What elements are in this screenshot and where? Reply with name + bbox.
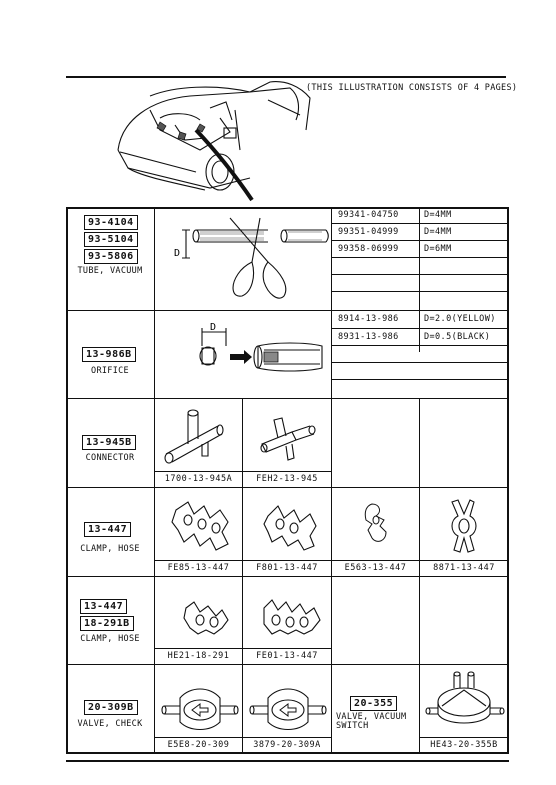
part-number: 13-447 [84, 522, 131, 537]
clamp-hose-illustration [178, 594, 238, 644]
part-description: ORIFICE [91, 366, 129, 376]
sub-row [331, 274, 508, 275]
part-caption: FE01-13-447 [256, 651, 318, 661]
page-bottom-rule [66, 760, 509, 762]
switch-part-number: 20-355 [350, 696, 397, 711]
sub-row [331, 291, 508, 292]
clamp-hose-illustration [168, 492, 238, 558]
row-sep [66, 664, 509, 665]
caption-line [154, 560, 508, 561]
part-number: 20-309B [84, 700, 138, 715]
part-number: 93-4104 [84, 215, 138, 230]
row-sep [66, 310, 509, 311]
tube-scissors-illustration [160, 212, 330, 307]
part-description: CLAMP, HOSE [80, 634, 140, 644]
part-number: 93-5806 [84, 249, 138, 264]
table-border-top [66, 207, 509, 209]
part-number: 13-447 [80, 599, 127, 614]
switch-description: SWITCH [336, 721, 369, 731]
clamp-hose-illustration [350, 496, 406, 556]
clamp-hose-illustration [258, 592, 328, 644]
col-sep [331, 207, 332, 399]
table-spec: D=0.5(BLACK) [424, 332, 491, 342]
sub-row [331, 328, 508, 329]
table-border-right [507, 207, 509, 753]
header-note: (THIS ILLUSTRATION CONSISTS OF 4 PAGES) [306, 83, 518, 93]
row-sep [66, 487, 509, 488]
part-number: 93-5104 [84, 232, 138, 247]
caption-line [154, 648, 331, 649]
row-sep [66, 576, 509, 577]
part-description: TUBE, VACUUM [77, 266, 143, 276]
clamp-hose-illustration [258, 492, 328, 558]
col-sep [419, 398, 420, 753]
clamp-hose-illustration [436, 494, 496, 558]
part-number: 13-986B [82, 347, 136, 362]
table-spec: D=4MM [424, 210, 452, 220]
caption-line [154, 737, 331, 738]
row-sep [66, 398, 509, 399]
part-caption: HE43-20-355B [430, 740, 498, 750]
part-caption: E563-13-447 [344, 563, 407, 573]
table-border-bottom [66, 752, 509, 754]
sub-row [331, 362, 508, 363]
dimension-label: D [210, 322, 217, 333]
col-sep [242, 398, 243, 753]
vacuum-switch-valve-illustration [424, 668, 504, 736]
table-border-left [66, 207, 68, 753]
part-caption: HE21-18-291 [167, 651, 230, 661]
table-part: 99351-04999 [338, 227, 399, 237]
sub-row [331, 379, 508, 380]
part-number: 13-945B [82, 435, 136, 450]
col-sep [331, 398, 332, 753]
part-number: 18-291B [80, 616, 134, 631]
car-engine-illustration [0, 0, 556, 210]
part-caption: 1700-13-945A [164, 474, 233, 484]
check-valve-illustration [160, 672, 240, 732]
table-part: 99341-04750 [338, 210, 399, 220]
part-caption: FEH2-13-945 [256, 474, 318, 484]
part-caption: 8871-13-447 [433, 563, 495, 573]
sub-row [331, 257, 508, 258]
dimension-label: D [174, 248, 181, 259]
part-description: CONNECTOR [85, 453, 135, 463]
switch-description: VALVE, VACUUM [336, 712, 407, 722]
sub-row [331, 345, 508, 346]
part-description: VALVE, CHECK [77, 719, 143, 729]
sub-row [331, 223, 508, 224]
caption-line [419, 737, 508, 738]
check-valve-illustration [248, 672, 328, 732]
connector-tee-illustration [158, 404, 238, 468]
table-part: 99358-06999 [338, 244, 399, 254]
table-spec: D=2.0(YELLOW) [424, 314, 496, 324]
sub-row [331, 240, 508, 241]
table-spec: D=4MM [424, 227, 452, 237]
orifice-illustration [180, 320, 330, 390]
table-part: 8931-13-986 [338, 332, 399, 342]
part-description: CLAMP, HOSE [80, 544, 140, 554]
table-spec: D=6MM [424, 244, 452, 254]
part-caption: F801-13-447 [256, 563, 318, 573]
part-caption: 3879-20-309A [253, 740, 321, 750]
part-caption: E5E8-20-309 [167, 740, 230, 750]
caption-line [154, 471, 331, 472]
part-caption: FE85-13-447 [167, 563, 230, 573]
connector-illustration [248, 404, 328, 468]
table-part: 8914-13-986 [338, 314, 399, 324]
